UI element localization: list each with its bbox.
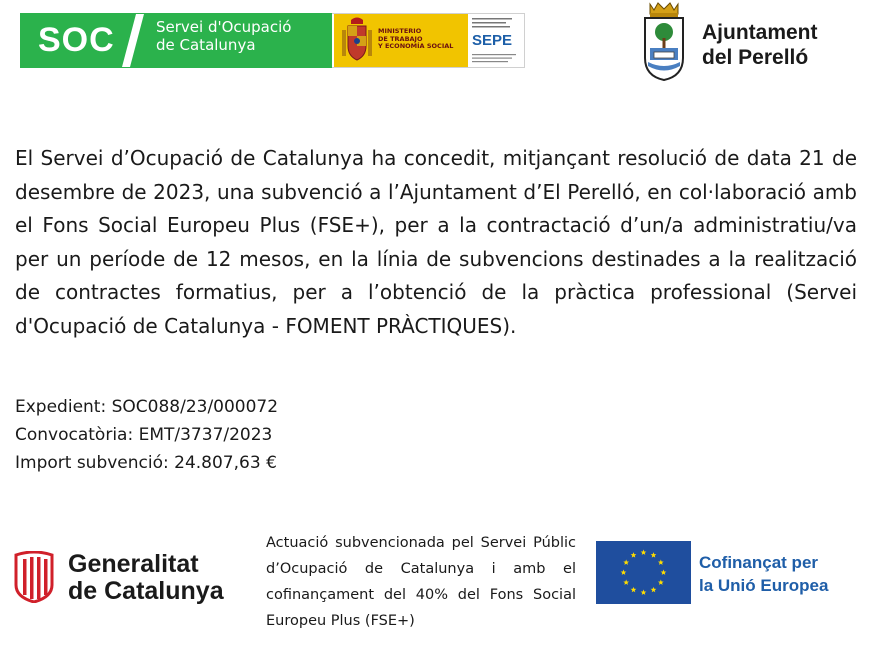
generalitat-name [68,551,224,605]
generalitat-name-line2: de Catalunya [68,577,224,605]
ministry-line1: MINISTERIO [378,27,422,35]
soc-full-name [156,18,291,54]
cofinancing-notice: Actuació subvencionada pel Servei Públic d’Ocupació de Catalunya i amb el cofinançament del 40% del Fons Social Europeu Plus (FSE+) [266,535,576,629]
ajuntament-name-line2: del Perelló [702,46,809,69]
ajuntament-name [702,20,818,70]
subsidy-announcement-paragraph: El Servei d’Ocupació de Catalunya ha concedit, mitjançant resolució de data 21 de desembre de 2023, una subvenció a l’Ajuntament d’El Perelló, en col·laboració amb el Fons Social Europeu Plus (FSE+), per a la contractació d’un/a administratiu/va per un període de 12 mesos, en la línia de subvencions destinades a la realització de contractes formatius, per a l’obtenció de la pràctica professional (Servei d'Ocupació de Catalunya - FOMENT PRÀCTIQUES). [15,146,857,338]
generalitat-emblem-icon [10,551,58,603]
ministry-name [378,28,453,51]
soc-name-line2: de Catalunya [156,36,256,54]
sepe-footer-lines-icon [472,53,520,65]
sepe-label: SEPE [472,32,513,49]
eu-label-line1: Cofinançat per [699,553,819,572]
sepe-header-lines-icon [472,17,520,29]
expedient-line: Expedient: SOC088/23/000072 [15,397,279,417]
ministry-line2: DE TRABAJO [378,34,423,43]
soc-acronym: SOC [38,21,115,59]
soc-slash-icon [122,14,144,67]
import-line: Import subvenció: 24.807,63 € [15,453,277,473]
generalitat-name-line1: Generalitat [68,550,199,578]
ajuntament-shield-icon [640,0,688,82]
ajuntament-name-line1: Ajuntament [702,21,818,44]
eu-flag-icon [596,541,691,604]
soc-name-line1: Servei d'Ocupació [156,18,292,36]
convocatoria-line: Convocatòria: EMT/3737/2023 [15,425,273,445]
spain-coat-of-arms-icon [340,16,374,64]
eu-label-line2: la Unió Europea [699,576,829,595]
eu-cofinancing-label [699,551,828,597]
ministry-line3: Y ECONOMÍA SOCIAL [378,42,454,50]
